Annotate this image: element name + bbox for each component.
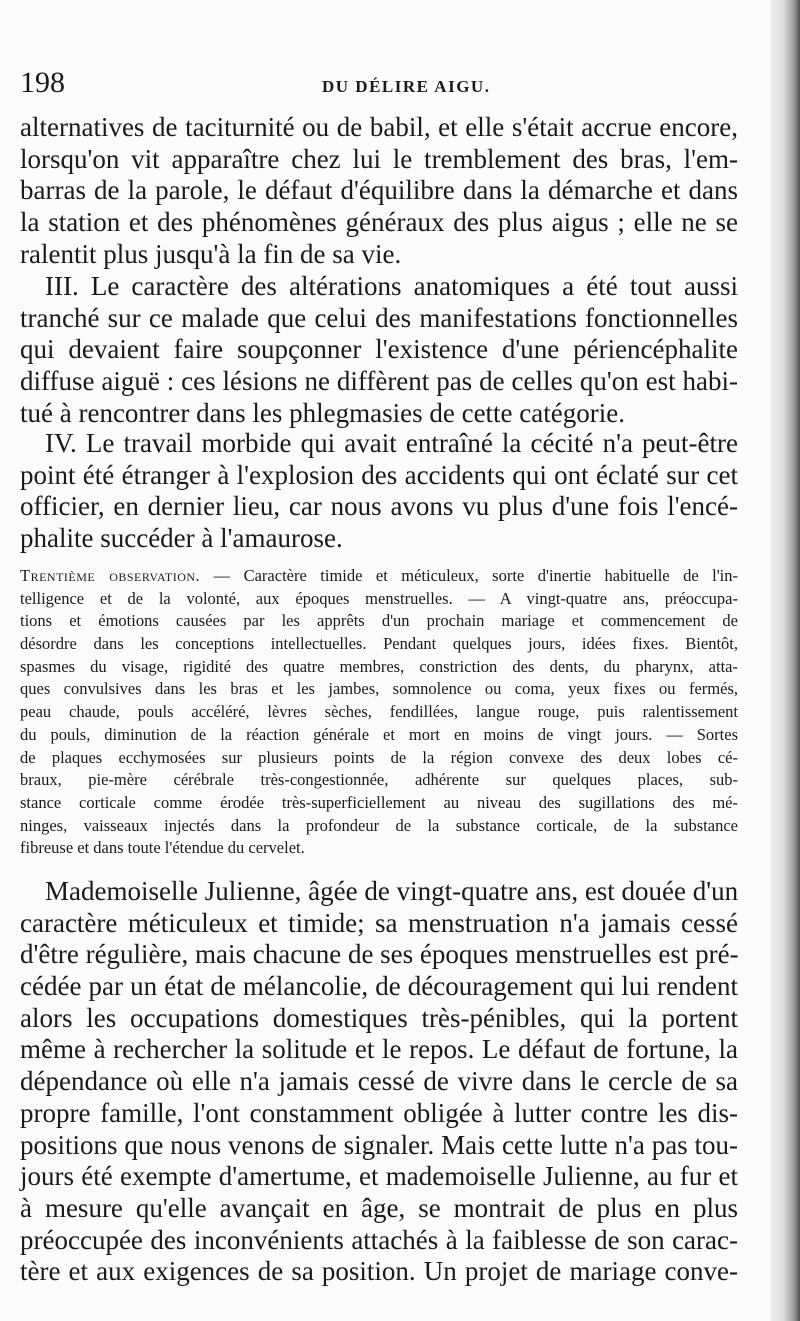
page-header (20, 66, 758, 100)
page-number: 198 (20, 66, 65, 99)
text-line: alternatives de taciturnité ou de babil, et elle s'était accrue encore, (20, 112, 738, 142)
text-line: point été étranger à l'explosion des accidents qui ont éclaté sur cet (20, 459, 738, 490)
text-line: IV. Le travail morbide qui avait entraîné la cécité n'a peut-être (45, 428, 738, 458)
text-line: tué à rencontrer dans les phlegmasies de cette catégorie. (20, 397, 625, 428)
note-line: stance corticale comme érodée très-superficiellement au niveau des sugillations des mé- (20, 792, 738, 812)
text-line: Mademoiselle Julienne, âgée de vingt-quatre ans, est douée d'un (45, 876, 739, 906)
text-line: alors les occupations domestiques très-pénibles, qui la portent (20, 1002, 738, 1033)
text-line: à mesure qu'elle avançait en âge, se montrait de plus en plus (20, 1192, 738, 1223)
note-line: spasmes du visage, rigidité des quatre membres, constriction des dents, du pharynx, atta- (20, 656, 738, 676)
note-line: désordre dans les conceptions intellectuelles. Pendant quelques jours, idées fixes. Bientôt, (20, 634, 738, 654)
text-line: caractère méticuleux et timide; sa menstruation n'a jamais cessé (20, 907, 738, 938)
note-line: de plaques ecchymosées sur plusieurs points de la région convexe des deux lobes cé- (20, 747, 738, 767)
text-line: tère et aux exigences de sa position. Un projet de mariage conve- (20, 1256, 738, 1287)
text-line: barras de la parole, le défaut d'équilibre dans la démarche et dans (20, 175, 738, 206)
note-line: braux, pie-mère cérébrale très-congestionnée, adhérente sur quelques places, sub- (20, 770, 738, 790)
section-iii-paragraph (20, 271, 738, 429)
text-line: qui devaient faire soupçonner l'existence d'une périencéphalite (20, 334, 738, 365)
page-edge-shadow (770, 0, 800, 1321)
text-line: diffuse aiguë : ces lésions ne diffèrent pas de celles qu'on est habi- (20, 366, 738, 397)
running-head: DU DÉLIRE AIGU. (322, 77, 491, 96)
text-line: III. Le caractère des altérations anatomiques a été tout aussi (45, 271, 738, 301)
text-line: positions que nous venons de signaler. Mais cette lutte n'a pas tou- (20, 1129, 738, 1160)
note-line: fibreuse et dans toute l'étendue du cervelet. (20, 838, 305, 858)
note-line: telligence et de la volonté, aux époques menstruelles. — A vingt-quatre ans, préoccupa- (20, 588, 738, 608)
text-line: tranché sur ce malade que celui des manifestations fonctionnelles (20, 302, 738, 333)
observation-first-line: — Caractère timide et méticuleux, sorte d'inertie habituelle de l'in- (213, 566, 739, 585)
text-line: cédée par un état de mélancolie, de découragement qui lui rendent (20, 971, 738, 1002)
text-line: propre famille, l'ont constamment obligée à lutter contre les dis- (20, 1097, 738, 1128)
note-line: du pouls, diminution de la réaction générale et mort en moins de vingt jours. — Sortes (20, 724, 738, 744)
text-line: dépendance où elle n'a jamais cessé de vivre dans le cercle de sa (20, 1066, 738, 1097)
section-iv-paragraph (20, 428, 738, 555)
text-line: ralentit plus jusqu'à la fin de sa vie. (20, 238, 402, 269)
note-line: peau chaude, pouls accéléré, lèvres sèches, fendillées, langue rouge, puis ralentissement (20, 702, 738, 722)
text-line: jours été exempte d'amertume, et mademoiselle Julienne, au fur et (20, 1161, 738, 1192)
text-line: même à rechercher la solitude et le repos. Le défaut de fortune, la (20, 1034, 738, 1065)
narrative-paragraph (20, 876, 738, 1288)
note-line: ninges, vaisseaux injectés dans la profondeur de la substance corticale, de la substance (20, 815, 738, 835)
text-line: phalite succéder à l'amaurose. (20, 523, 343, 554)
note-line: ques convulsives dans les bras et les jambes, somnolence ou coma, yeux fixes ou fermés, (20, 679, 738, 699)
continuation-paragraph (20, 112, 738, 270)
text-line: officier, en dernier lieu, car nous avons vu plus d'une fois l'encé- (20, 491, 738, 522)
text-line: la station et des phénomènes généraux des plus aigus ; elle ne se (20, 207, 738, 238)
text-line: d'être régulière, mais chacune de ses époques menstruelles est pré- (20, 939, 739, 970)
note-line: tions et émotions causées par les apprêts d'un prochain mariage et commencement de (20, 611, 738, 631)
observation-summary (20, 565, 738, 860)
text-line: lorsqu'on vit apparaître chez lui le tremblement des bras, l'em- (20, 143, 738, 174)
text-line: préoccupée des inconvénients attachés à la faiblesse de son carac- (20, 1224, 738, 1255)
observation-label: Trentième observation. (20, 566, 201, 585)
